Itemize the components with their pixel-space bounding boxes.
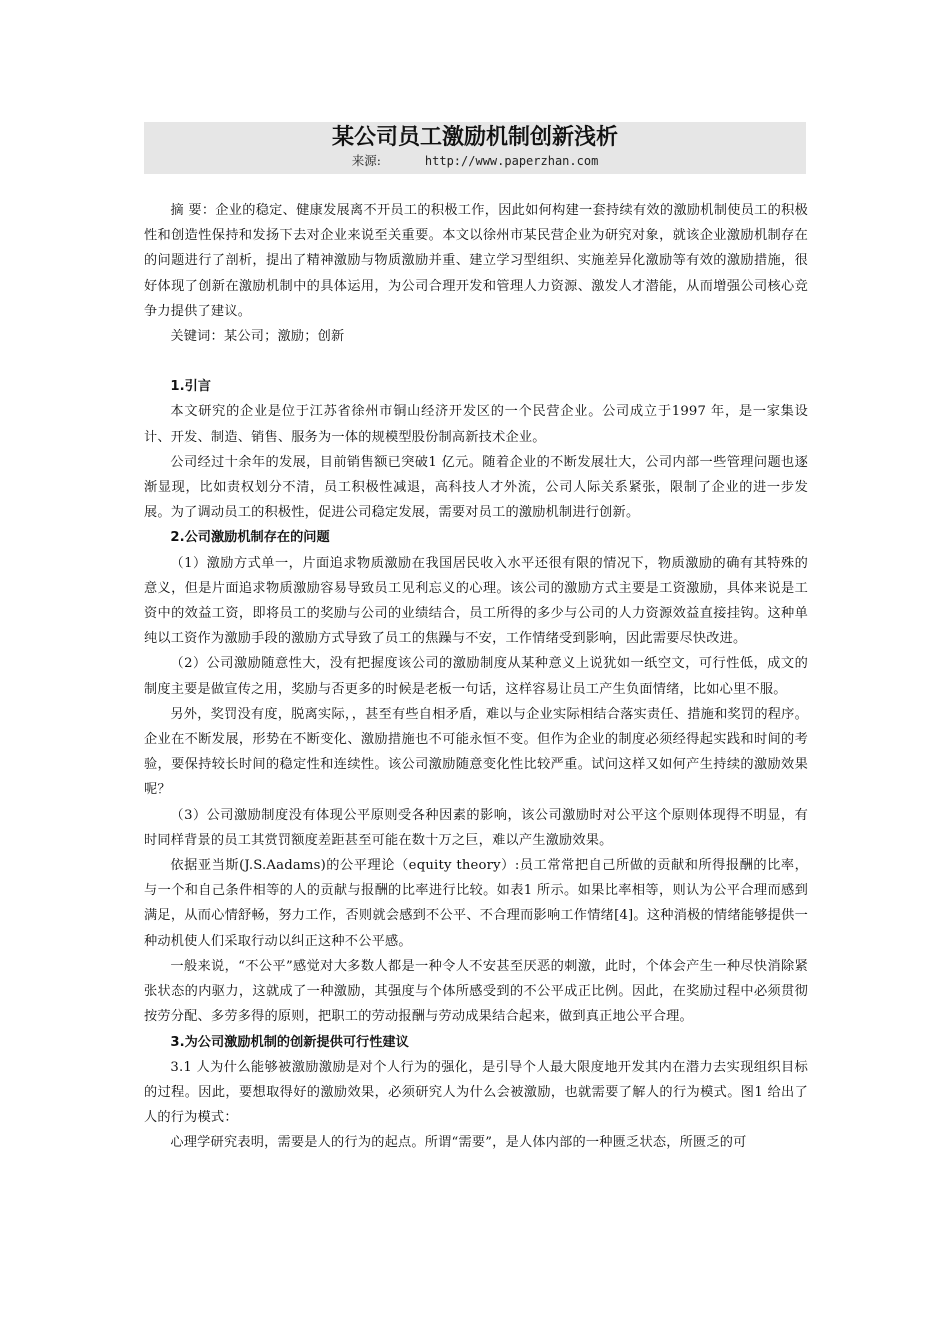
section-heading-2: 2.公司激励机制存在的问题: [170, 530, 330, 546]
keywords-line: 关键词：某公司；激励；创新: [170, 329, 345, 345]
source-label: 来源:: [351, 153, 381, 168]
article-body: [144, 198, 808, 1156]
section-spacer: [144, 349, 808, 374]
section-heading-3: 3.为公司激励机制的创新提供可行性建议: [170, 1034, 409, 1050]
title-banner: [144, 122, 806, 174]
document-title: 某公司员工激励机制创新浅析: [331, 125, 618, 150]
paragraph: （2）公司激励随意性大，没有把握度该公司的激励制度从某种意义上说犹如一纸空文，可行性低，成文的制度主要是做宣传之用，奖励与否更多的时候是老板一句话，这样容易让员工产生负面情绪，比如心里不服。: [144, 656, 808, 697]
paragraph: 本文研究的企业是位于江苏省徐州市铜山经济开发区的一个民营企业。公司成立于1997 年，是一家集设计、开发、制造、销售、服务为一体的规模型股份制高新技术企业。: [144, 404, 808, 445]
paragraph: 3.1 人为什么能够被激励激励是对个人行为的强化，是引导个人最大限度地开发其内在潜力去实现组织目标的过程。因此，要想取得好的激励效果，必须研究人为什么会被激励，也就需要了解人的行为模式。图1 给出了人的行为模式：: [144, 1059, 808, 1126]
paragraph: 心理学研究表明，需要是人的行为的起点。所谓“需要”，是人体内部的一种匮乏状态，所匮乏的可: [170, 1135, 747, 1151]
paragraph: （3）公司激励制度没有体现公平原则受各种因素的影响，该公司激励时对公平这个原则体现得不明显，有时同样背景的员工其赏罚额度差距甚至可能在数十万之巨，难以产生激励效果。: [144, 807, 808, 848]
abstract-paragraph: 摘 要：企业的稳定、健康发展离不开员工的积极工作，因此如何构建一套持续有效的激励机制使员工的积极性和创造性保持和发扬下去对企业来说至关重要。本文以徐州市某民营企业为研究对象，就该企业激励机制存在的问题进行了剖析，提出了精神激励与物质激励并重、建立学习型组织、实施差异化激励等有效的激励措施，很好体现了创新在激励机制中的具体运用，为公司合理开发和管理人力资源、激发人才潜能，从而增强公司核心竞争力提供了建议。: [144, 203, 808, 319]
paragraph: 另外，奖罚没有度，脱离实际，，甚至有些自相矛盾，难以与企业实际相结合落实责任、措施和奖罚的程序。企业在不断发展，形势在不断变化、激励措施也不可能永恒不变。但作为企业的制度必须经得起实践和时间的考验，要保持较长时间的稳定性和连续性。该公司激励随意变化性比较严重。试问这样又如何产生持续的激励效果呢？: [144, 706, 808, 798]
paragraph: 依据亚当斯(J.S.Aadams)的公平理论（equity theory）:员工常常把自己所做的贡献和所得报酬的比率，与一个和自己条件相等的人的贡献与报酬的比率进行比较。如表1 所示。如果比率相等，则认为公平合理而感到满足，从而心情舒畅，努力工作，否则就会感到不公平、不合理而影响工作情绪[4]。这种消极的情绪能够提供一种动机使人们采取行动以纠正这种不公平感。: [144, 858, 808, 949]
source-url: http://www.paperzhan.com: [424, 154, 599, 168]
paragraph: 一般来说，“不公平”感觉对大多数人都是一种令人不安甚至厌恶的刺激，此时，个体会产生一种尽快消除紧张状态的内驱力，这就成了一种激励，其强度与个体所感受到的不公平成正比例。因此，在奖励过程中必须贯彻按劳分配、多劳多得的原则，把职工的劳动报酬与劳动成果结合起来，做到真正地公平合理。: [144, 958, 808, 1025]
source-line: [144, 152, 806, 170]
paragraph: （1）激励方式单一，片面追求物质激励在我国居民收入水平还很有限的情况下，物质激励的确有其特殊的意义，但是片面追求物质激励容易导致员工见利忘义的心理。该公司的激励方式主要是工资激励，具体来说是工资中的效益工资，即将员工的奖励与公司的业绩结合，员工所得的多少与公司的人力资源效益直接挂钩。这种单纯以工资作为激励手段的激励方式导致了员工的焦躁与不安，工作情绪受到影响，因此需要尽快改进。: [144, 555, 808, 647]
section-heading-1: 1.引言: [170, 379, 211, 395]
paragraph: 公司经过十余年的发展，目前销售额已突破1 亿元。随着企业的不断发展壮大，公司内部一些管理问题也逐渐显现，比如责权划分不清，员工积极性减退，高科技人才外流，公司人际关系紧张，限制了企业的进一步发展。为了调动员工的积极性，促进公司稳定发展，需要对员工的激励机制进行创新。: [144, 454, 808, 521]
